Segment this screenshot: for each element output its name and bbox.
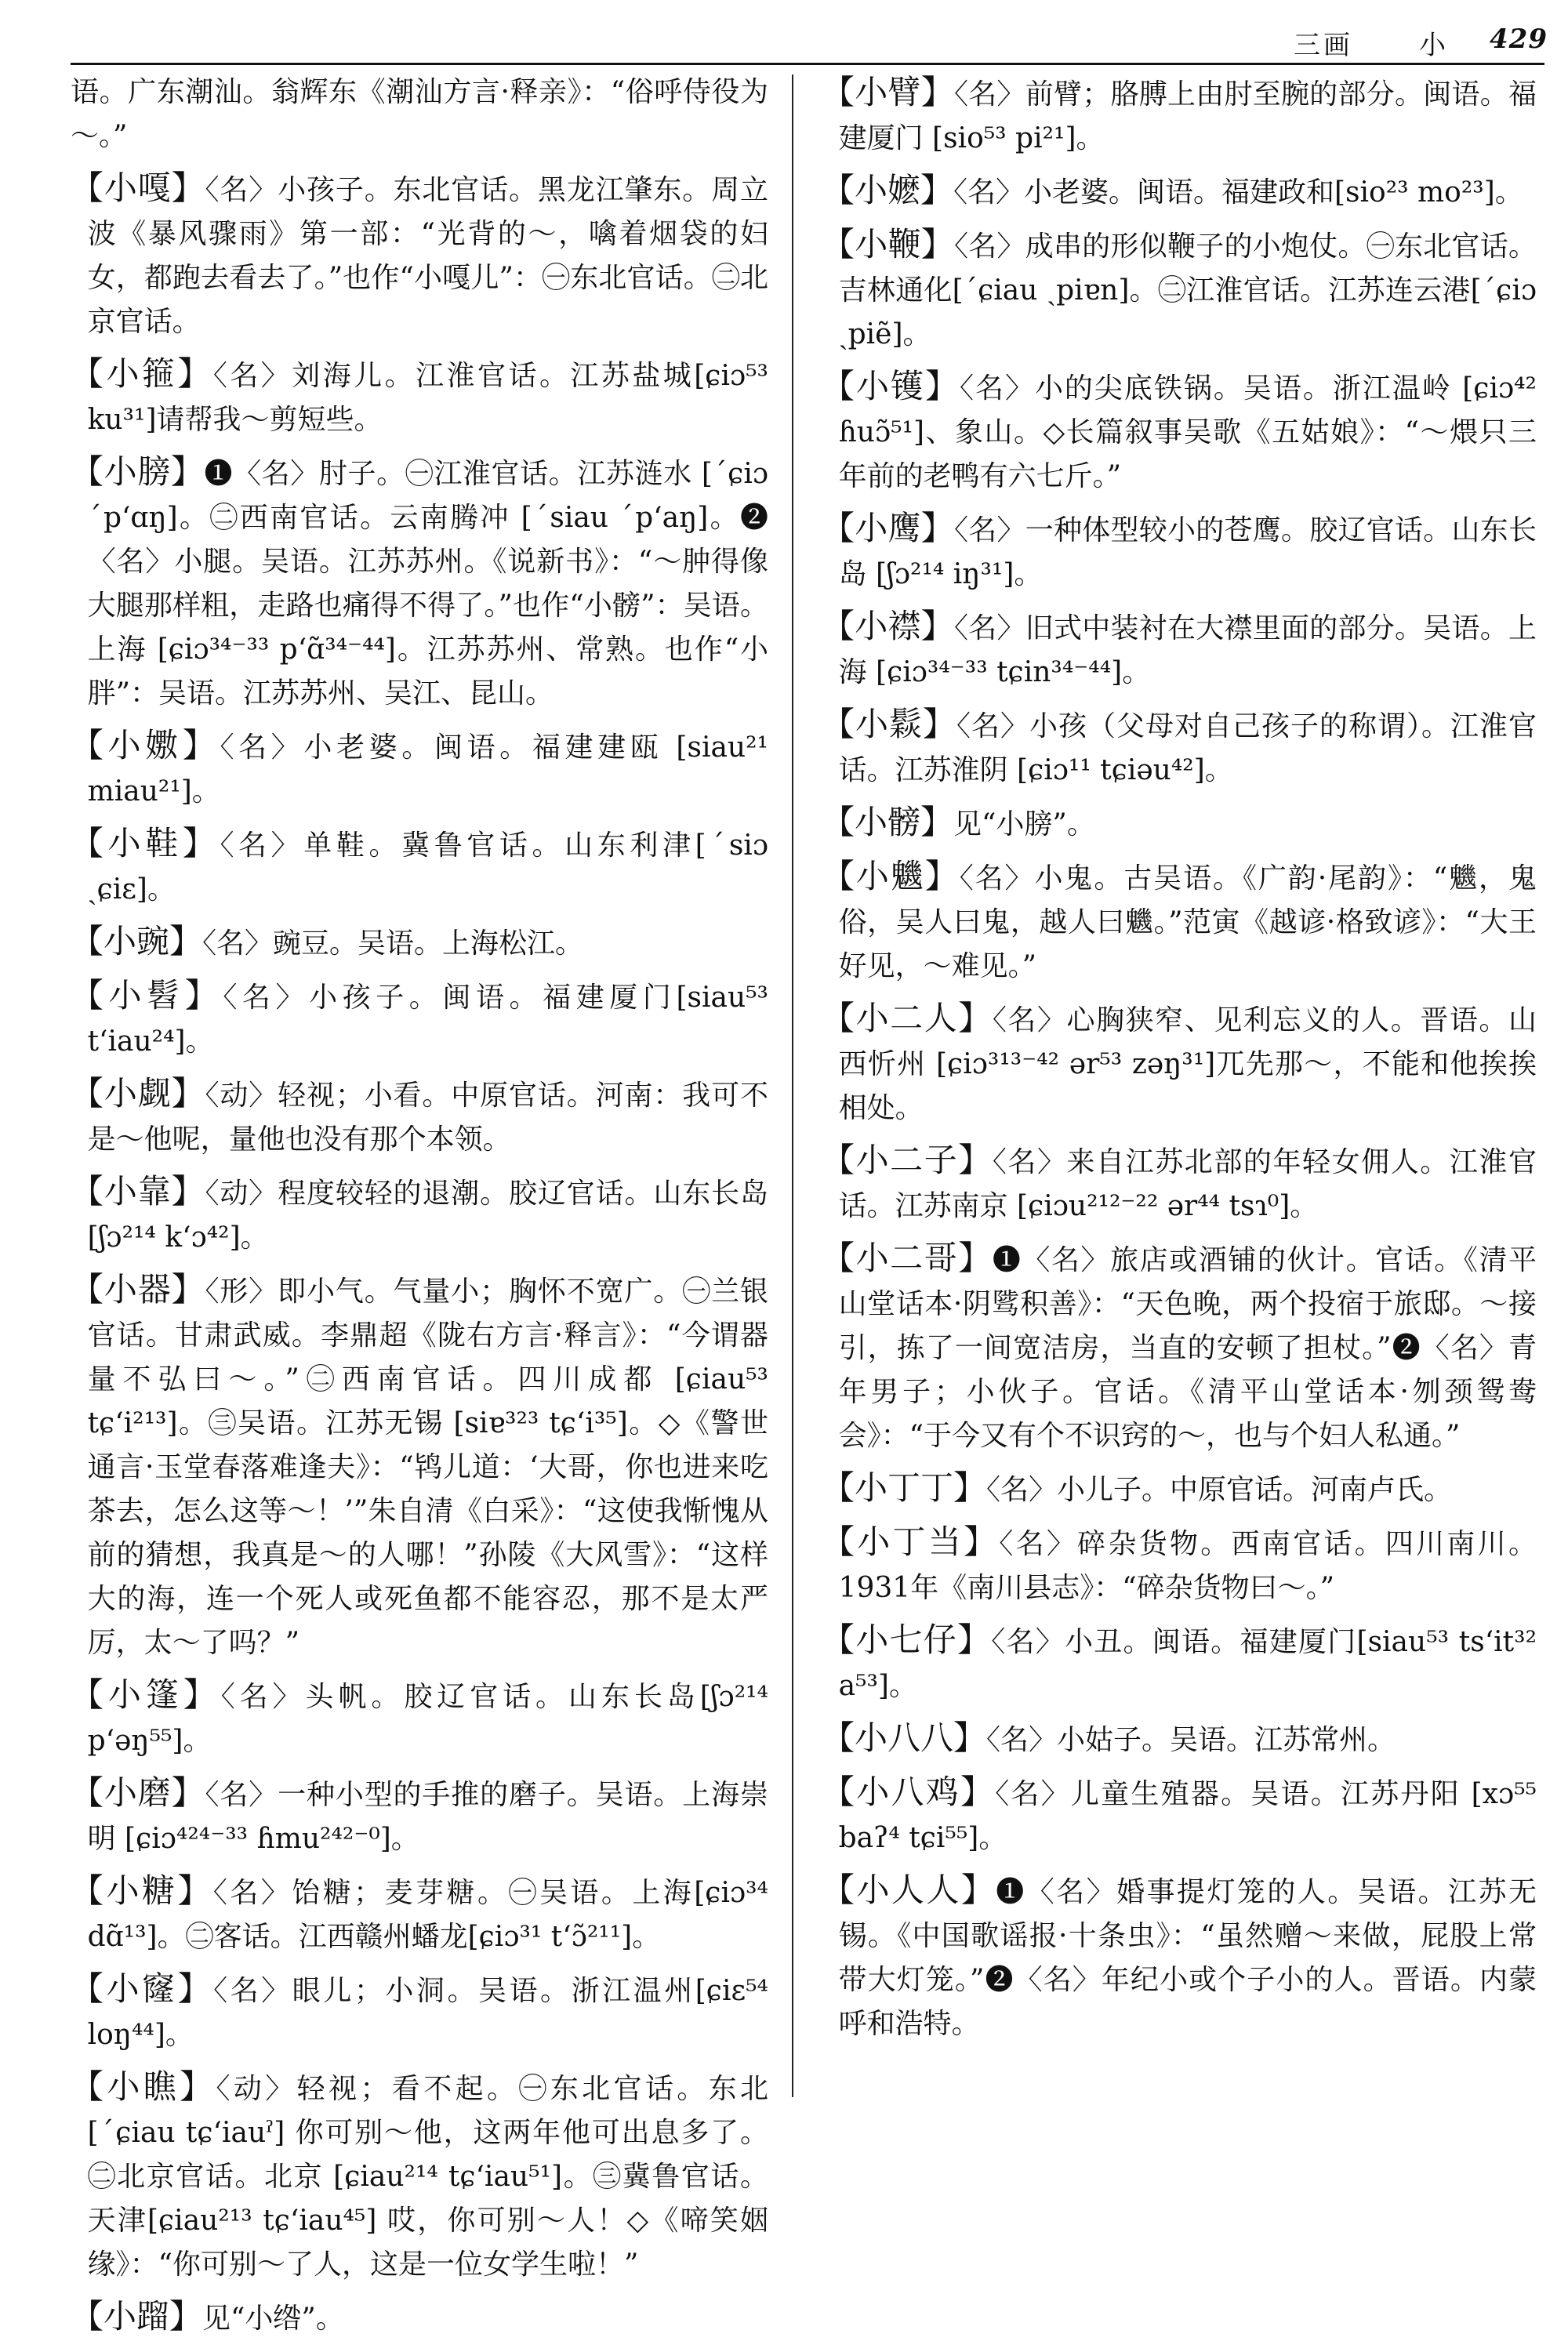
- entry-headword: 【小鹰】: [822, 509, 954, 547]
- entry-headword: 【小八八】: [822, 1719, 987, 1757]
- entry-headword: 【小嘎】: [71, 169, 205, 207]
- entry-headword: 【小髫】: [71, 976, 223, 1014]
- dictionary-entry: [71, 2065, 768, 2287]
- entry-headword: 【小魕】: [822, 857, 960, 895]
- entry-headword: 【小鞭】: [822, 225, 954, 263]
- header-section-label: 三画: [1294, 30, 1353, 61]
- column-divider: [792, 74, 793, 2097]
- right-column: [822, 71, 1537, 2101]
- entry-definition: 〈动〉程度较轻的退潮。胶辽官话。山东长岛 [ʃɔ²¹⁴ kʻɔ⁴²]。: [87, 1178, 768, 1254]
- entry-definition: 见“小膀”。: [953, 808, 1095, 840]
- entry-headword: 【小糖】: [71, 1871, 213, 1910]
- entry-definition: 〈名〉成串的形似鞭子的小炮仗。㊀东北官话。吉林通化[ˊɕiau ˏpiɐn]。㊁江淮官话。江苏连云港[ˊɕiɔ ˏpiẽ]。: [838, 230, 1537, 350]
- entry-headword: 【小丁当】: [822, 1523, 1000, 1561]
- entry-headword: 【小嫐】: [71, 726, 220, 764]
- dictionary-entry: [822, 604, 1537, 695]
- dictionary-entry: [822, 996, 1537, 1131]
- entry-definition: 〈名〉小孩子。闽语。福建厦门[siau⁵³ tʻiau²⁴]。: [87, 982, 768, 1058]
- entry-definition: 〈名〉小姑子。吴语。江苏常州。: [986, 1724, 1396, 1756]
- entry-definition: 〈名〉眼儿；小洞。吴语。浙江温州[ɕiɛ⁵⁴ loŋ⁴⁴]。: [87, 1975, 768, 2051]
- entry-definition: 见“小绺”。: [202, 2303, 344, 2335]
- entry-headword: 【小鬏】: [822, 705, 956, 743]
- entry-headword: 【小二人】: [822, 999, 993, 1037]
- dictionary-entry: [71, 1967, 768, 2057]
- entry-definition: 〈名〉豌豆。吴语。上海松江。: [202, 927, 584, 960]
- entry-headword: 【小器】: [71, 1270, 205, 1308]
- entry-definition: 〈名〉小老婆。闽语。福建建瓯 [siau²¹ miau²¹]。: [87, 731, 768, 808]
- entry-definition: 〈名〉来自江苏北部的年轻女佣人。江淮官话。江苏南京 [ɕiɔu²¹²⁻²² ər⁴⁴ tsɿ⁰]。: [838, 1146, 1537, 1222]
- entry-definition: 〈名〉小孩子。东北官话。黑龙江肇东。周立波《暴风骤雨》第一部：“光背的～，噙着烟袋的妇女，都跑去看去了。”也作“小嘎儿”：㊀东北官话。㊁北京官话。: [87, 174, 768, 338]
- dictionary-entry: [822, 1466, 1537, 1512]
- dictionary-entry: [822, 1770, 1537, 1860]
- dictionary-entry: [71, 1170, 768, 1260]
- header-character: 小: [1419, 30, 1449, 61]
- dictionary-entry: [822, 1138, 1537, 1229]
- entry-definition: 〈名〉小的尖底铁锅。吴语。浙江温岭 [ɕiɔ⁴² ɦuɔ̃⁵¹]、象山。◇长篇叙事吴歌《五姑娘》：“～煨只三年前的老鸭有六七斤。”: [838, 372, 1537, 492]
- entry-definition: ❶〈名〉肘子。㊀江淮官话。江苏涟水 [ˊɕiɔ ˊpʻɑŋ]。㊁西南官话。云南腾冲 [ˊsiau ˊpʻaŋ]。❷〈名〉小腿。吴语。江苏苏州。《说新书》：“～肿得像大腿那样粗，走路也痛得不得了。”也作“小髈”：吴语。上海 [ɕiɔ³⁴⁻³³ pʻɑ̃³⁴⁻⁴⁴]。江苏苏州、常熟。也作“小胖”：吴语。江苏苏州、吴江、昆山。: [87, 458, 768, 710]
- entry-headword: 【小窿】: [71, 1969, 214, 2008]
- dictionary-entry: [822, 855, 1537, 989]
- dictionary-entry: [71, 2295, 768, 2341]
- dictionary-entry: [822, 702, 1537, 793]
- dictionary-entry: [822, 1868, 1537, 2046]
- dictionary-entry: [822, 71, 1537, 161]
- entry-definition: 〈名〉单鞋。冀鲁官话。山东利津[ˊsiɔ ˏɕiɛ]。: [87, 829, 768, 906]
- entry-definition: 〈名〉儿童生殖器。吴语。江苏丹阳 [xɔ⁵⁵ baʔ⁴ tɕi⁵⁵]。: [838, 1778, 1537, 1854]
- entry-headword: 【小膀】: [71, 452, 205, 491]
- dictionary-entry: [71, 71, 768, 158]
- dictionary-entry: [71, 1771, 768, 1861]
- entry-headword: 【小二哥】: [822, 1239, 993, 1277]
- dictionary-entry: [71, 974, 768, 1064]
- dictionary-entry: [822, 506, 1537, 597]
- entry-headword: 【小觑】: [71, 1074, 205, 1112]
- entry-headword: 【小箍】: [71, 354, 213, 393]
- entry-headword: 【小蹓】: [71, 2297, 203, 2336]
- header-rule: [71, 63, 1544, 65]
- dictionary-entry: [71, 724, 768, 814]
- entry-definition: 〈动〉轻视；小看。中原官话。河南：我可不是～他呢，量他也没有那个本领。: [87, 1080, 768, 1156]
- dictionary-entry: [71, 166, 768, 344]
- entry-definition: ❶〈名〉旅店或酒铺的伙计。官话。《清平山堂话本·阴骘积善》：“天色晚，两个投宿于旅邸。～接引，拣了一间宽洁房，当直的安顿了担杖。”❷〈名〉青年男子；小伙子。官话。《清平山堂话本·刎颈鸳鸯会》：“于今又有个不识窍的～，也与个妇人私通。”: [838, 1244, 1537, 1452]
- dictionary-entry: [71, 822, 768, 912]
- entry-definition: 〈名〉旧式中装衬在大襟里面的部分。吴语。上海 [ɕiɔ³⁴⁻³³ tɕin³⁴⁻⁴⁴]。: [838, 612, 1537, 688]
- entry-definition: 〈名〉刘海儿。江淮官话。江苏盐城[ɕiɔ⁵³ ku³¹]请帮我～剪短些。: [87, 360, 768, 436]
- dictionary-entry: [71, 450, 768, 716]
- dictionary-entry: [822, 800, 1537, 847]
- entry-headword: 【小襟】: [822, 607, 954, 645]
- entry-definition: 〈名〉小孩（父母对自己孩子的称谓）。江淮官话。江苏淮阴 [ɕiɔ¹¹ tɕiəu⁴²]。: [838, 710, 1537, 786]
- entry-headword: 【小磨】: [71, 1773, 205, 1812]
- entry-headword: 【小靠】: [71, 1172, 205, 1210]
- entry-headword: 【小髈】: [822, 803, 954, 841]
- entry-definition: 〈名〉饴糖；麦芽糖。㊀吴语。上海[ɕiɔ³⁴ dɑ̃¹³]。㊁客话。江西赣州蟠龙[ɕiɔ³¹ tʻɔ̃²¹¹]。: [87, 1877, 768, 1953]
- dictionary-entry: [822, 1716, 1537, 1762]
- dictionary-entry: [71, 1072, 768, 1162]
- entry-definition: 〈形〉即小气。气量小；胸怀不宽广。㊀兰银官话。甘肃武威。李鼎超《陇右方言·释言》：“今谓器量不弘曰～。”㊁西南官话。四川成都 [ɕiau⁵³ tɕʻi²¹³]。㊂吴语。江苏无锡 [siɐ³²³ tɕʻi³⁵]。◇《警世通言·玉堂春落难逢夫》：“鸨儿道：‘大哥，你也进来吃茶去，怎么这等～！’”朱自清《白采》：“这使我惭愧从前的猜想，我真是～的人哪！”孙陵《大风雪》：“这样大的海，连一个死人或死鱼都不能容忍，那不是太严厉，太～了吗？”: [87, 1276, 768, 1659]
- entry-headword: 【小豌】: [71, 922, 203, 960]
- entry-definition: ❶〈名〉婚事提灯笼的人。吴语。江苏无锡。《中国歌谣报·十条虫》：“虽然赠～来做，屁股上常带大灯笼。”❷〈名〉年纪小或个子小的人。晋语。内蒙呼和浩特。: [838, 1876, 1537, 2040]
- dictionary-entry: [71, 352, 768, 442]
- entry-definition: 〈名〉小儿子。中原官话。河南卢氏。: [986, 1474, 1453, 1506]
- dictionary-entry: [822, 1618, 1537, 1708]
- entry-headword: 【小瞧】: [71, 2067, 216, 2106]
- entry-definition: 〈名〉一种体型较小的苍鹰。胶辽官话。山东长岛 [ʃɔ²¹⁴ iŋ³¹]。: [838, 514, 1537, 590]
- dictionary-entry: [822, 1520, 1537, 1610]
- entry-headword: 【小人人】: [822, 1871, 996, 1909]
- entry-headword: 【小镬】: [822, 367, 960, 405]
- dictionary-entry: [822, 365, 1537, 499]
- entry-headword: 【小二子】: [822, 1141, 993, 1179]
- left-column: [71, 71, 768, 2336]
- entry-definition: 〈名〉小鬼。古吴语。《广韵·尾韵》：“魕，鬼俗，吴人曰鬼，越人曰魕。”范寅《越谚·格致谚》：“大王好见，～难见。”: [838, 862, 1537, 982]
- entry-headword: 【小丁丁】: [822, 1468, 987, 1507]
- page-number: 429: [1490, 24, 1548, 55]
- entry-definition: 〈名〉小丑。闽语。福建厦门[siau⁵³ tsʻit³² a⁵³]。: [838, 1626, 1537, 1702]
- entry-definition: 〈名〉一种小型的手推的磨子。吴语。上海崇明 [ɕiɔ⁴²⁴⁻³³ ɦmu²⁴²⁻⁰]。: [87, 1779, 768, 1855]
- entry-headword: 【小臂】: [822, 73, 954, 111]
- dictionary-entry: [822, 1236, 1537, 1458]
- dictionary-entry: [71, 1268, 768, 1665]
- dictionary-entry: [71, 1869, 768, 1959]
- entry-headword: 【小篷】: [71, 1675, 221, 1714]
- page-header: [71, 17, 1548, 63]
- entry-headword: 【小八鸡】: [822, 1773, 996, 1811]
- entry-headword: 【小嬷】: [822, 171, 954, 209]
- entry-definition: 〈名〉小老婆。闽语。福建政和[sio²³ mo²³]。: [953, 176, 1523, 209]
- entry-definition: 〈名〉碎杂货物。西南官话。四川南川。1931年《南川县志》：“碎杂货物曰～。”: [838, 1528, 1537, 1604]
- dictionary-entry: [822, 223, 1537, 357]
- entry-definition: 〈名〉前臂；胳膊上由肘至腕的部分。闽语。福建厦门 [sio⁵³ pi²¹]。: [838, 78, 1537, 154]
- entry-headword: 【小七仔】: [822, 1621, 992, 1659]
- dictionary-entry: [822, 169, 1537, 215]
- entry-definition: 〈名〉心胸狭窄、见利忘义的人。晋语。山西忻州 [ɕiɔ³¹³⁻⁴² ər⁵³ zəŋ³¹]兀先那～，不能和他挨挨相处。: [838, 1004, 1537, 1124]
- dictionary-entry: [71, 1673, 768, 1763]
- entry-definition: 〈动〉轻视；看不起。㊀东北官话。东北[ˊɕiau tɕʻiauˀ] 你可别～他，这两年他可出息多了。㊁北京官话。北京 [ɕiau²¹⁴ tɕʻiau⁵¹]。㊂冀鲁官话。天津[ɕiau²¹³ tɕʻiau⁴⁵] 哎，你可别～人！◇《啼笑姻缘》：“你可别～了人，这是一位女学生啦！”: [87, 2073, 768, 2281]
- dictionary-entry: [71, 920, 768, 966]
- entry-headword: 【小鞋】: [71, 824, 220, 862]
- entry-definition: 语。广东潮汕。翁辉东《潮汕方言·释亲》：“俗呼侍役为～。”: [71, 76, 768, 152]
- entry-definition: 〈名〉头帆。胶辽官话。山东长岛[ʃɔ²¹⁴ pʻəŋ⁵⁵]。: [87, 1681, 768, 1757]
